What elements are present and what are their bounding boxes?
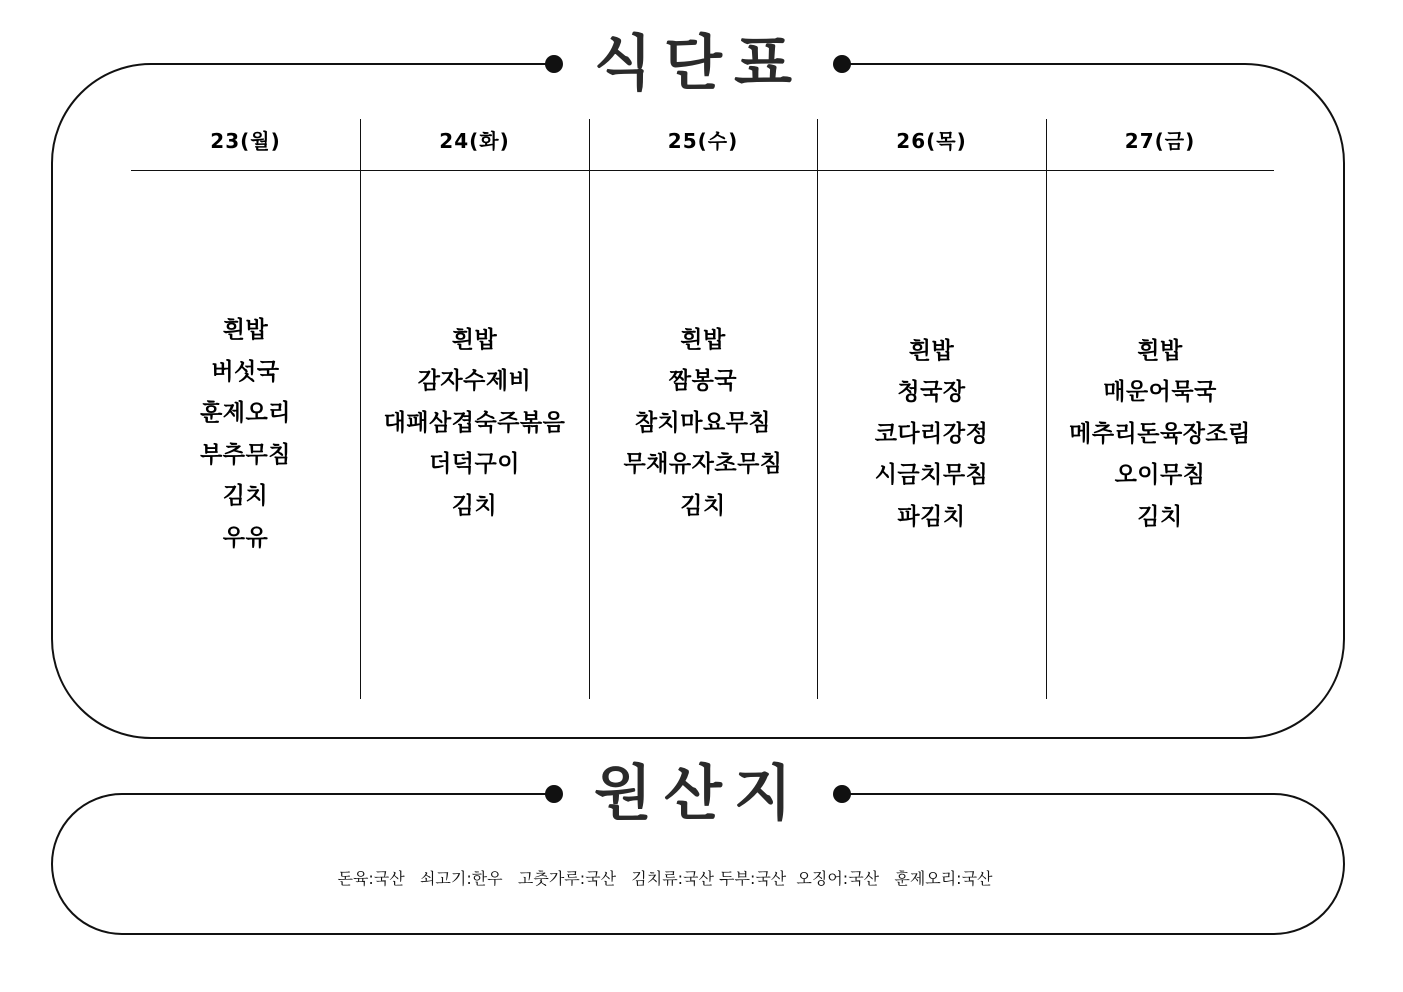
menu-item: 우유 [222, 524, 269, 551]
day-column-wed [589, 160, 817, 687]
menu-item: 청국장 [897, 379, 966, 406]
menu-item: 부추무침 [200, 441, 291, 468]
menu-item: 훈제오리 [200, 400, 291, 426]
menu-item: 무채유자초무침 [623, 451, 783, 478]
menu-item: 파김치 [897, 503, 966, 530]
menu-item: 김치 [1137, 503, 1183, 530]
menu-item: 흰밥 [451, 326, 498, 353]
day-column-mon [131, 171, 360, 698]
menu-item: 김치 [680, 492, 726, 519]
day-header-mon: 23(월) [210, 129, 281, 153]
day-header-tue: 24(화) [439, 129, 510, 153]
menu-item: 시금치무침 [874, 462, 989, 489]
menu-item: 흰밥 [908, 337, 955, 364]
menu-item: 흰밥 [1137, 337, 1183, 364]
menu-item: 버섯국 [211, 358, 280, 385]
day-column-tue [360, 160, 589, 687]
day-header-wed: 25(수) [667, 129, 739, 153]
menu-item: 더덕구이 [429, 451, 520, 478]
menu-item: 대패삼겹숙주볶음 [383, 409, 566, 436]
menu-title: 식단표 [594, 29, 804, 99]
menu-item: 메추리돈육장조림 [1069, 420, 1251, 447]
menu-item: 매운어묵국 [1103, 379, 1217, 406]
menu-item: 참치마요무침 [634, 409, 772, 436]
origin-title-band [0, 754, 1403, 834]
origin-info-text: 돈육:국산 쇠고기:한우 고춧가루:국산 김치류:국산 두부:국산 오징어:국산 훈제오리:국산 [337, 869, 993, 888]
day-column-thu [817, 171, 1046, 698]
menu-item: 오이무침 [1114, 462, 1206, 489]
day-header-fri: 27(금) [1124, 129, 1196, 153]
menu-item: 코다리강정 [874, 420, 989, 447]
menu-item: 김치 [222, 483, 269, 509]
origin-title: 원산지 [594, 759, 804, 829]
menu-item: 김치 [451, 492, 498, 519]
menu-item: 흰밥 [222, 317, 269, 343]
menu-item: 흰밥 [680, 326, 726, 353]
menu-item: 감자수제비 [417, 368, 532, 395]
day-column-fri [1046, 171, 1274, 698]
menu-title-band [0, 24, 1403, 104]
day-header-thu: 26(목) [896, 129, 967, 153]
menu-item: 짬봉국 [668, 368, 738, 395]
